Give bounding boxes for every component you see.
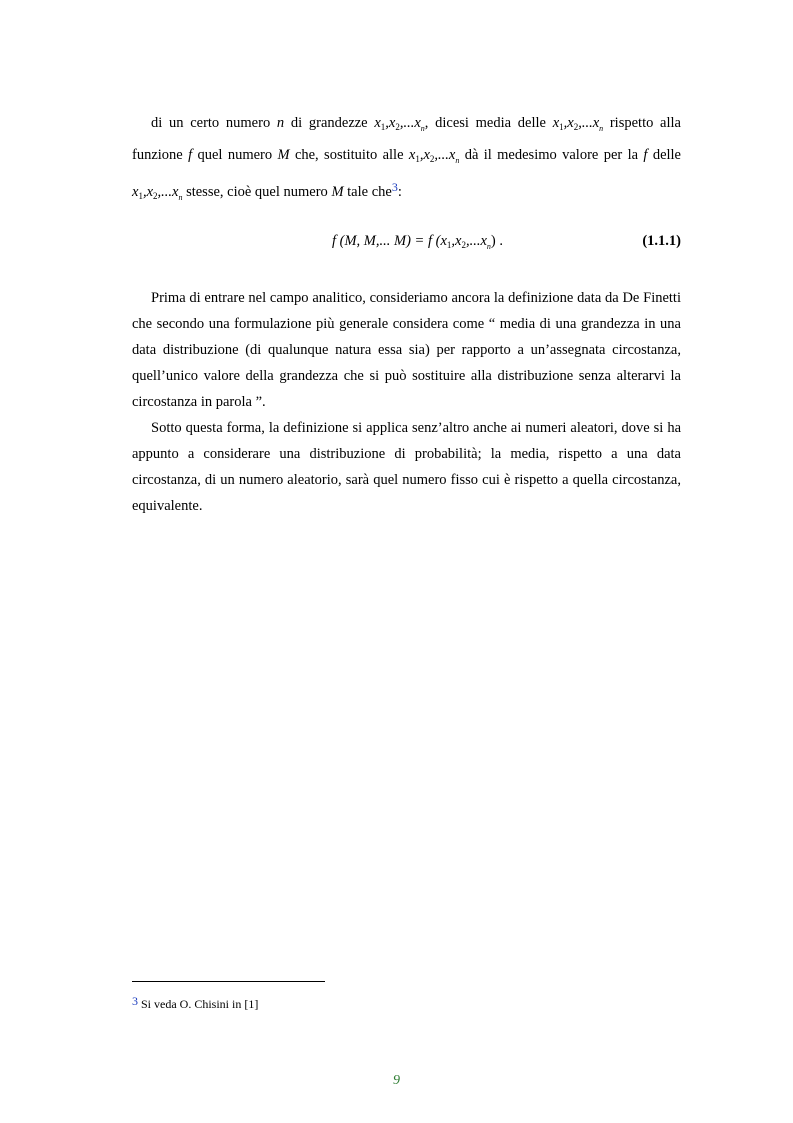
var-x4: $x_1,x_2,...x_n$	[132, 184, 183, 202]
footnote	[132, 994, 258, 1012]
paragraph-de-finetti: Prima di entrare nel campo analitico, consideriamo ancora la definizione data da De Finetti che secondo una formulazione più generale considera come “ media di una grandezza in una data distribuzione (di qualunque natura essa sia) per rapporto a un’assegnata circostanza, quell’unico valore della grandezza che si può sostituire alla distribuzione senza alterarvi la circostanza in parola ”.	[132, 290, 681, 410]
var-x1: $x_1,x_2,...x_n$	[374, 115, 425, 133]
equation-number: (1.1.1)	[642, 233, 681, 249]
paragraph-definition: di un certo numero n di grandezze $x_1,x_2,...x_n$, dicesi media delle $x_1,x_2,...x_n$ rispetto alla funzione f quel numero M che, sostituito alle $x_1,x_2,...x_n$ dà il medesimo valore per la f delle $x_1,x_2,...x_n$ stesse, cioè quel numero M tale che$^3$:	[132, 115, 681, 202]
paragraph-aleatory: Sotto questa forma, la definizione si applica senz’altro anche ai numeri aleatori, dove si ha appunto a considerare una distribuzione di probabilità; la media, rispetto a una data circostanza, di un numero aleatorio, sarà quel numero fisso cui è rispetto a quella circostanza, equivalente.	[132, 420, 681, 514]
equation-formula: f (M, M,... M) = f $(x_1,x_2,...x_n)$ .	[332, 233, 503, 251]
footnote-text: Si veda O. Chisini in [1]	[138, 997, 259, 1011]
var-x3: $x_1,x_2,...x_n$	[408, 147, 460, 165]
var-x2: $x_1,x_2,...x_n$	[552, 115, 604, 133]
equation-1-1-1	[132, 231, 681, 257]
footnote-mark: 3	[132, 994, 138, 1008]
footnote-ref-3[interactable]: 3	[391, 180, 398, 194]
page-number: 9	[393, 1073, 400, 1088]
footnote-divider	[132, 981, 325, 982]
document-body	[132, 110, 681, 519]
